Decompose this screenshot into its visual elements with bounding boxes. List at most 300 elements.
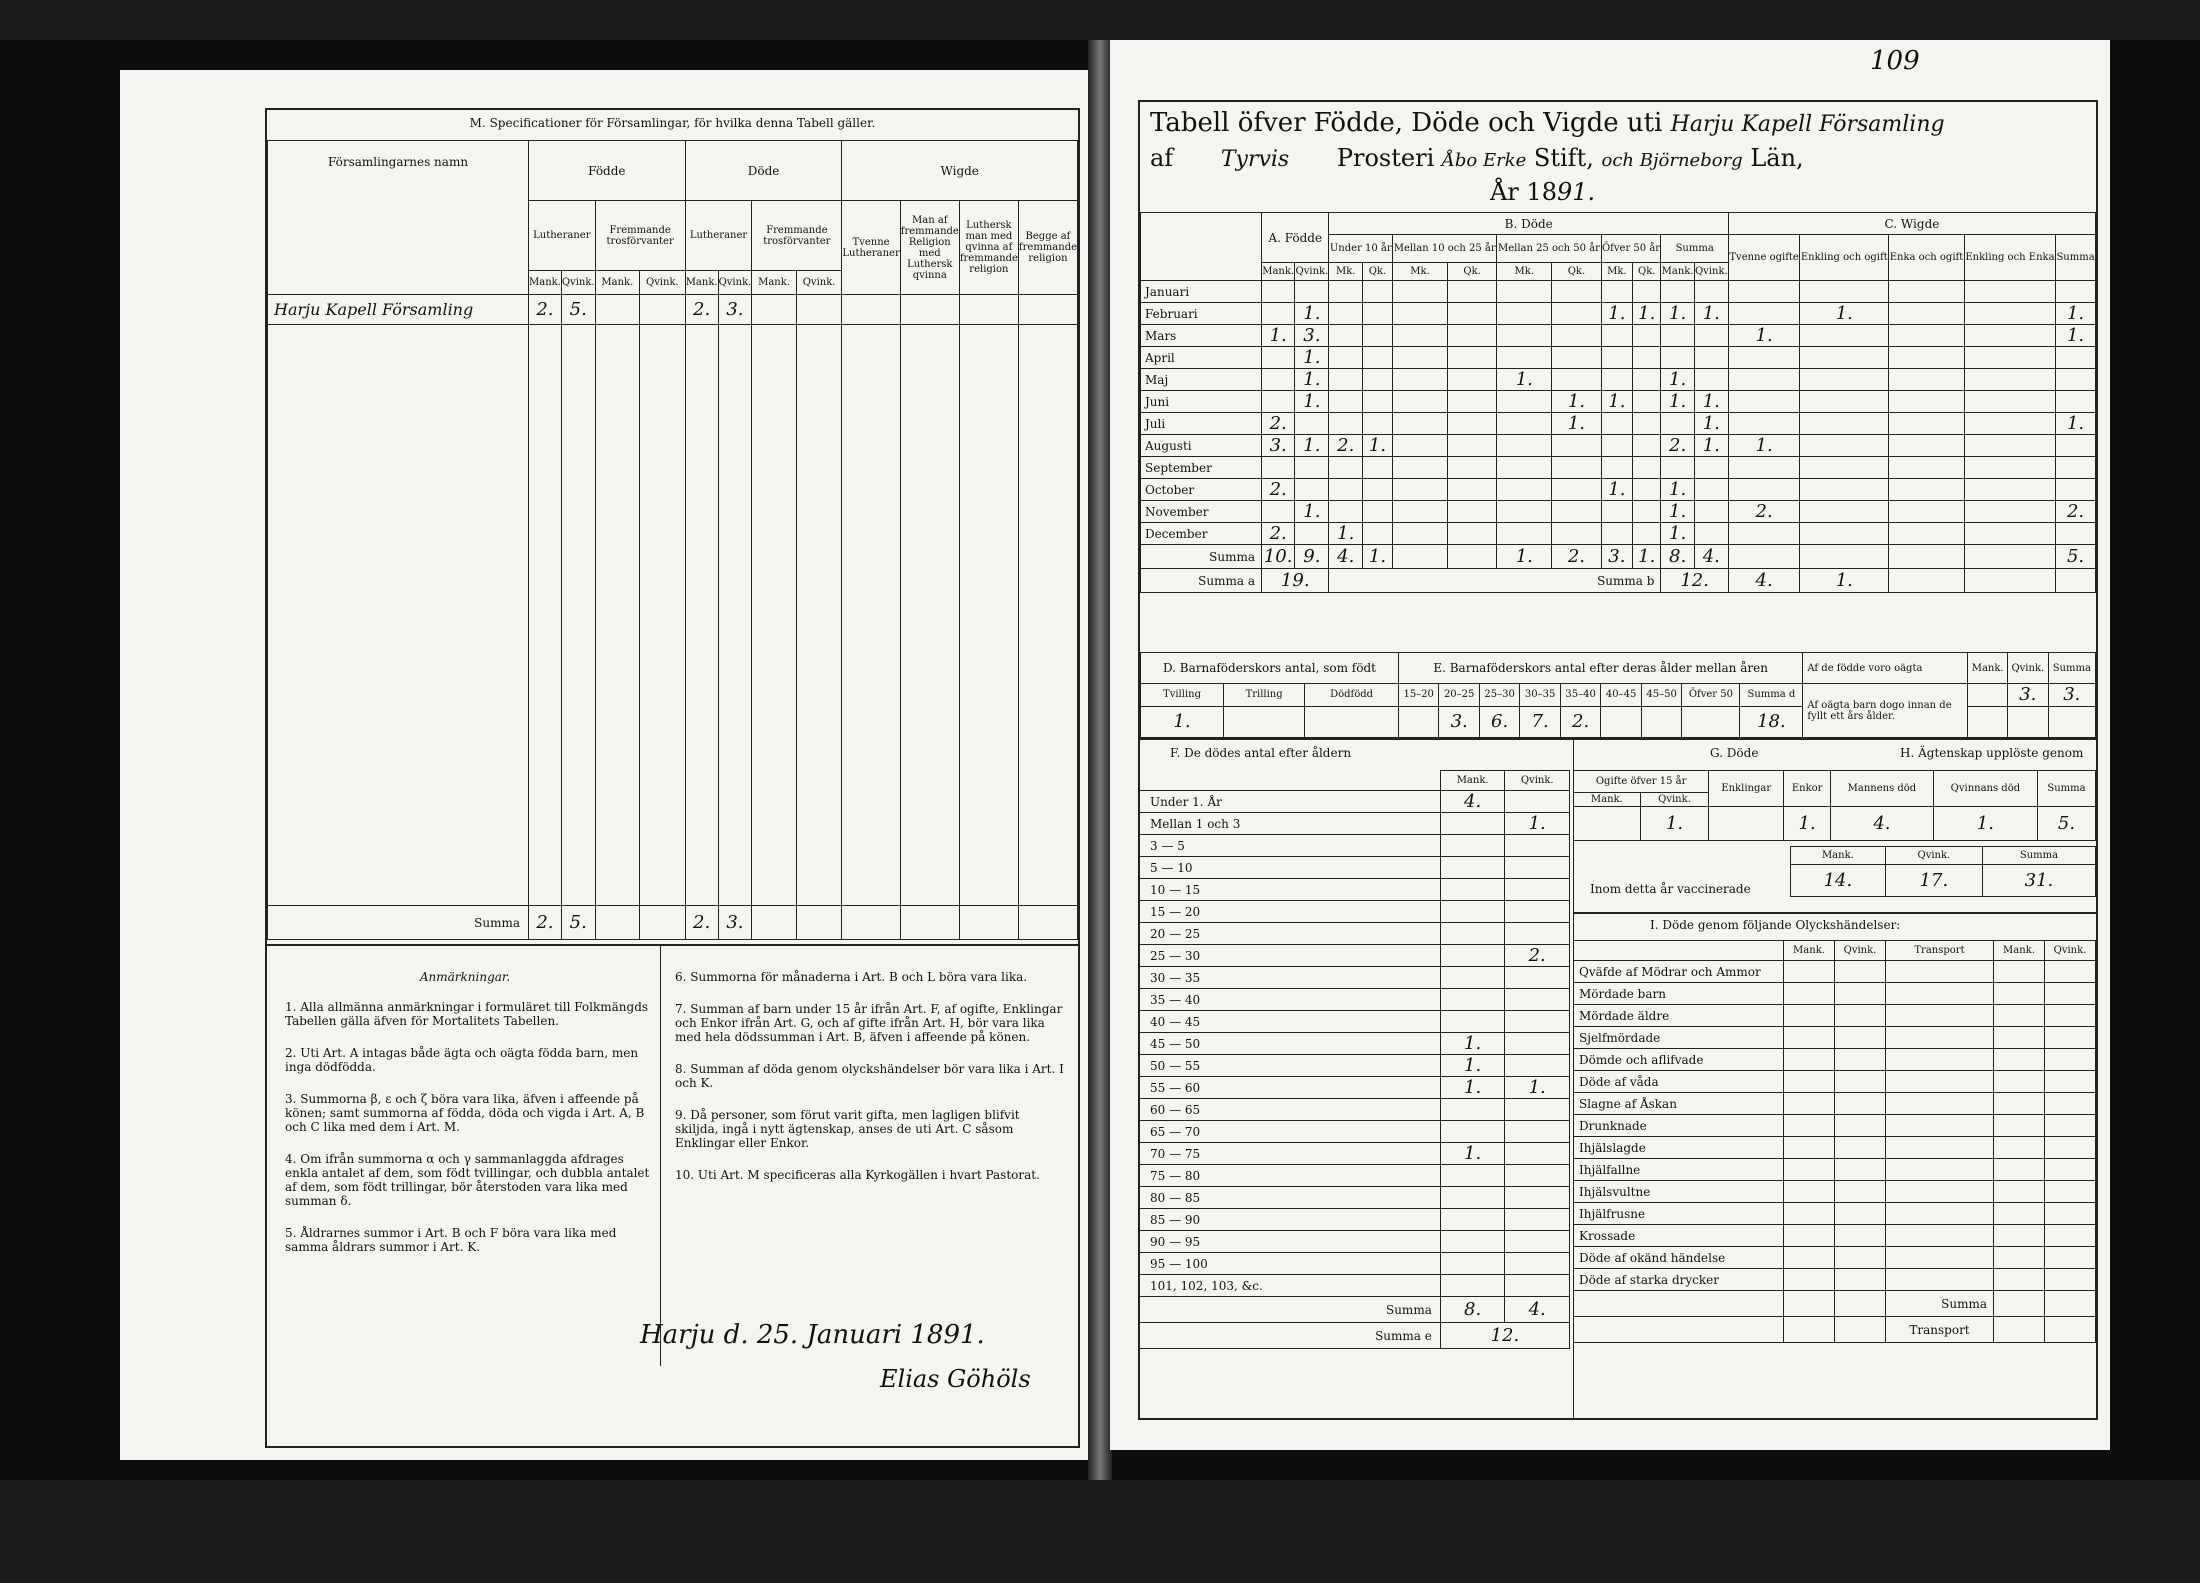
b-cell	[1661, 281, 1694, 303]
b-cell	[1393, 391, 1448, 413]
c-cell	[2056, 369, 2096, 391]
vacc-val: 17.	[1885, 865, 1982, 897]
f-age-label: 10 — 15	[1140, 879, 1440, 901]
divider	[660, 946, 661, 1366]
f-age-row	[1140, 879, 1570, 901]
b-cell	[1447, 369, 1496, 391]
c-cell	[1728, 523, 1799, 545]
b-qk: Qk.	[1633, 263, 1661, 281]
b-cell	[1497, 435, 1552, 457]
a-cell	[1262, 303, 1295, 325]
month-name: Januari	[1141, 281, 1262, 303]
f-age-mank	[1440, 1121, 1505, 1143]
b-cell	[1694, 281, 1728, 303]
b-cell	[1362, 281, 1392, 303]
summa-b-value: 12.	[1661, 569, 1728, 593]
sub-man-fremm: Man af fremmande Religion med Luthersk qvinna	[900, 201, 959, 295]
accident-label: Döde af okänd händelse	[1573, 1247, 1784, 1269]
f-age-qvink	[1505, 1143, 1570, 1165]
b-cell: 1.	[1661, 479, 1694, 501]
accident-row	[1573, 1269, 2096, 1291]
section-m-table	[267, 140, 1078, 940]
parish-name: Harju Kapell Församling	[268, 295, 529, 325]
a-cell: 2.	[1262, 523, 1295, 545]
month-name: December	[1141, 523, 1262, 545]
f-age-label: 55 — 60	[1140, 1077, 1440, 1099]
b-cell	[1694, 325, 1728, 347]
f-age-row	[1140, 1121, 1570, 1143]
parish-hand: Harju Kapell Församling	[1670, 112, 1945, 137]
g-qvink: Qvink.	[1640, 793, 1708, 807]
b-cell: 2.	[1661, 435, 1694, 457]
b-cell	[1694, 523, 1728, 545]
page-number: 109	[1870, 46, 1920, 76]
a-cell	[1295, 479, 1329, 501]
hdr-mank: Mank.	[752, 271, 796, 295]
c-cell	[1800, 347, 1889, 369]
sec-f-header: F. De dödes antal efter åldern	[1170, 746, 1352, 760]
b-cell: 1.	[1633, 303, 1661, 325]
b-cell	[1633, 501, 1661, 523]
b-cell	[1447, 523, 1496, 545]
c-tvenne: Tvenne ogifte	[1728, 235, 1799, 281]
sub-lutheraner: Lutheraner	[529, 201, 596, 271]
b-cell: 1.	[1661, 369, 1694, 391]
note-7: 7. Summan af barn under 15 år ifrån Art. F, af ogifte, Enklingar och Enkor ifrån Art. G, och af gifte ifrån Art. H, bör vara lika med hela dödssumman i Art. B, äfven i affeende på könen.	[675, 1002, 1063, 1044]
f-age-mank: 4.	[1440, 791, 1505, 813]
vacc-label: Inom detta år vaccinerade	[1590, 882, 1751, 896]
hdr-mank: Mank.	[595, 271, 639, 295]
b-under: Under 10 år	[1329, 235, 1393, 263]
b-cell	[1393, 523, 1448, 545]
b-cell: 1.	[1694, 435, 1728, 457]
b-cell	[1633, 479, 1661, 501]
f-age-mank	[1440, 989, 1505, 1011]
c-cell	[1964, 347, 2055, 369]
a-qvink: Qvink.	[1295, 263, 1329, 281]
c-cell	[1800, 413, 1889, 435]
accident-label: Slagne af Åskan	[1573, 1093, 1784, 1115]
f-age-label: 65 — 70	[1140, 1121, 1440, 1143]
b-cell	[1393, 457, 1448, 479]
accident-label: Döde af starka drycker	[1573, 1269, 1784, 1291]
month-row	[1141, 479, 2096, 501]
sub-lutheraner-dode: Lutheraner	[685, 201, 752, 271]
f-age-label: Under 1. År	[1140, 791, 1440, 813]
i-qvink: Qvink.	[1835, 941, 1886, 961]
oagta-mank: Mank.	[1968, 653, 2008, 684]
b-cell	[1447, 281, 1496, 303]
b-cell	[1633, 457, 1661, 479]
b-cell	[1362, 347, 1392, 369]
c-cell	[1800, 369, 1889, 391]
f-age-label: 101, 102, 103, &c.	[1140, 1275, 1440, 1297]
f-age-qvink	[1505, 1055, 1570, 1077]
c-cell	[1889, 413, 1965, 435]
c-cell	[1728, 369, 1799, 391]
accident-label: Qväfde af Mödrar och Ammor	[1573, 961, 1784, 983]
b-cell	[1497, 457, 1552, 479]
month-name: Februari	[1141, 303, 1262, 325]
g-mank: Mank.	[1574, 793, 1641, 807]
b-mk: Mk.	[1497, 263, 1552, 281]
e-col: 45–50	[1641, 684, 1681, 707]
h-summa: Summa	[2037, 771, 2095, 807]
f-summa-mank: 8.	[1440, 1297, 1505, 1323]
a-cell: 1.	[1295, 303, 1329, 325]
f-age-mank	[1440, 1187, 1505, 1209]
hdr-qvink: Qvink.	[718, 271, 752, 295]
c-cell	[1964, 523, 2055, 545]
abc-summa-totals-row	[1141, 569, 2096, 593]
month-row	[1141, 413, 2096, 435]
f-age-mank	[1440, 857, 1505, 879]
accident-row	[1573, 1137, 2096, 1159]
f-age-qvink	[1505, 967, 1570, 989]
b-cell	[1601, 281, 1632, 303]
e-col: 35–40	[1560, 684, 1600, 707]
accident-label: Mördade äldre	[1573, 1005, 1784, 1027]
prosteri-hand: Tyrvis	[1220, 147, 1290, 172]
oagta-val-qvink: 3.	[2008, 684, 2049, 707]
b-cell	[1552, 457, 1601, 479]
b-cell	[1497, 303, 1552, 325]
c-enkling-enka: Enkling och Enka	[1964, 235, 2055, 281]
month-row	[1141, 325, 2096, 347]
parish-row	[268, 295, 1078, 325]
b-cell	[1552, 435, 1601, 457]
g-enkor: Enkor	[1784, 771, 1831, 807]
title-line-2	[1150, 144, 2090, 172]
oagta-label-1: Af de födde voro oägta	[1803, 653, 1968, 684]
f-age-row	[1140, 1275, 1570, 1297]
summa-b-cell: 2.	[1552, 545, 1601, 569]
b-cell	[1393, 369, 1448, 391]
col-vigde: Wigde	[842, 141, 1078, 201]
sub-luth-man: Luthersk man med qvinna af fremmande religion	[959, 201, 1018, 295]
f-age-qvink	[1505, 1011, 1570, 1033]
f-age-label: 15 — 20	[1140, 901, 1440, 923]
c-cell	[1800, 501, 1889, 523]
col-dode: Döde	[685, 141, 842, 201]
hdr-qvink: Qvink.	[640, 271, 686, 295]
col-fodde: Födde	[529, 141, 686, 201]
b-cell: 1.	[1601, 303, 1632, 325]
c-cell: 2.	[2056, 501, 2096, 523]
c-cell	[1889, 281, 1965, 303]
b-cell	[1633, 325, 1661, 347]
b-cell	[1552, 523, 1601, 545]
note-9: 9. Då personer, som förut varit gifta, men lagligen blifvit skiljda, ingå i nytt ägtenskap, anses de uti Art. C såsom Enklingar eller Enkor.	[675, 1108, 1020, 1150]
f-age-label: 80 — 85	[1140, 1187, 1440, 1209]
c-cell	[1889, 369, 1965, 391]
accident-row	[1573, 1027, 2096, 1049]
hdr-qvink: Qvink.	[561, 271, 595, 295]
summa-a-qvink: 9.	[1295, 545, 1329, 569]
vacc-val: 31.	[1982, 865, 2095, 897]
accident-label: Mördade barn	[1573, 983, 1784, 1005]
summa-v5: 2.	[685, 906, 718, 940]
f-age-label: 75 — 80	[1140, 1165, 1440, 1187]
c-cell	[1800, 457, 1889, 479]
f-age-mank	[1440, 1165, 1505, 1187]
b-cell	[1497, 479, 1552, 501]
sec-c-header: C. Wigde	[1728, 213, 2095, 235]
f-age-row	[1140, 835, 1570, 857]
accident-row	[1573, 983, 2096, 1005]
b-cell	[1329, 281, 1362, 303]
b-cell	[1661, 347, 1694, 369]
month-name: October	[1141, 479, 1262, 501]
abc-summa-label: Summa	[1141, 545, 1262, 569]
month-name: Mars	[1141, 325, 1262, 347]
sec-b-header: B. Döde	[1329, 213, 1728, 235]
oagta-val-mank	[1968, 684, 2008, 707]
sub-fremmande-dode: Fremmande trosförvanter	[752, 201, 842, 271]
f-age-qvink	[1505, 1033, 1570, 1055]
f-age-mank	[1440, 1231, 1505, 1253]
i-summa-label: Summa	[1886, 1291, 1994, 1317]
b-cell	[1601, 435, 1632, 457]
note-4: 4. Om ifrån summorna α och γ sammanlaggda afdrages enkla antalet af dem, som födt tvillingar, och dubbla antalet af dem, som födt trillingar, bör återstoden vara lika med summan δ.	[285, 1152, 650, 1208]
b-cell	[1633, 523, 1661, 545]
f-age-row	[1140, 1077, 1570, 1099]
hdr-qvink: Qvink.	[796, 271, 842, 295]
c-cell	[2056, 281, 2096, 303]
c-cell	[2056, 391, 2096, 413]
f-age-qvink	[1505, 879, 1570, 901]
accident-label: Dömde och aflifvade	[1573, 1049, 1784, 1071]
month-name: September	[1141, 457, 1262, 479]
f-age-row	[1140, 1143, 1570, 1165]
accident-row	[1573, 1181, 2096, 1203]
c-cell	[1800, 479, 1889, 501]
accident-label: Ihjälslagde	[1573, 1137, 1784, 1159]
b-cell	[1497, 523, 1552, 545]
b-cell: 1.	[1362, 435, 1392, 457]
b-cell: 1.	[1694, 391, 1728, 413]
c-total-2: 1.	[1800, 569, 1889, 593]
accident-row	[1573, 1247, 2096, 1269]
summa-v6: 3.	[718, 906, 752, 940]
f-age-label: 20 — 25	[1140, 923, 1440, 945]
c-cell	[1964, 303, 2055, 325]
f-age-row	[1140, 813, 1570, 835]
b-qk: Qk.	[1447, 263, 1496, 281]
b-cell	[1497, 347, 1552, 369]
c-cell: 1.	[2056, 325, 2096, 347]
accident-label: Ihjälsvultne	[1573, 1181, 1784, 1203]
c-cell: 1.	[1728, 325, 1799, 347]
f-age-qvink	[1505, 1165, 1570, 1187]
month-name: April	[1141, 347, 1262, 369]
f-age-mank	[1440, 1209, 1505, 1231]
c-cell: 1.	[2056, 303, 2096, 325]
f-age-mank: 1.	[1440, 1055, 1505, 1077]
accident-row	[1573, 1093, 2096, 1115]
b-cell	[1362, 523, 1392, 545]
vacc-val: 14.	[1791, 865, 1886, 897]
a-cell	[1262, 347, 1295, 369]
sub-tvenne: Tvenne Lutheraner	[842, 201, 900, 295]
b-cell	[1601, 369, 1632, 391]
month-row	[1141, 457, 2096, 479]
b-cell	[1362, 303, 1392, 325]
c-cell: 1.	[2056, 413, 2096, 435]
b-mk: Mk.	[1601, 263, 1632, 281]
b-cell	[1633, 413, 1661, 435]
f-age-label: 5 — 10	[1140, 857, 1440, 879]
e-val: 7.	[1520, 706, 1560, 737]
title-prosteri: Prosteri	[1336, 144, 1435, 172]
b-qk: Qk.	[1362, 263, 1392, 281]
c-cell	[1889, 457, 1965, 479]
b-cell: 1.	[1694, 413, 1728, 435]
c-cell	[2056, 435, 2096, 457]
c-cell	[1728, 413, 1799, 435]
f-age-row	[1140, 1187, 1570, 1209]
fodde-luth-qvink: 5.	[561, 295, 595, 325]
c-cell	[1889, 479, 1965, 501]
accident-label: Ihjälfallne	[1573, 1159, 1784, 1181]
f-age-row	[1140, 1231, 1570, 1253]
section-m-title: M. Specificationer för Församlingar, för hvilka denna Tabell gäller.	[469, 116, 876, 130]
b-cell	[1694, 479, 1728, 501]
oagta-summa: Summa	[2048, 653, 2095, 684]
f-age-label: 90 — 95	[1140, 1231, 1440, 1253]
title-ar: År 18	[1490, 178, 1557, 206]
b-cell: 1.	[1329, 523, 1362, 545]
b-cell	[1601, 457, 1632, 479]
b-cell: 2.	[1329, 435, 1362, 457]
c-cell	[1964, 501, 2055, 523]
month-row	[1141, 435, 2096, 457]
d-val: 1.	[1141, 706, 1224, 737]
c-cell	[1728, 281, 1799, 303]
c-cell	[1728, 479, 1799, 501]
f-age-mank	[1440, 1099, 1505, 1121]
c-cell	[1889, 435, 1965, 457]
b-cell	[1633, 435, 1661, 457]
left-page	[120, 70, 1090, 1460]
a-cell: 1.	[1295, 369, 1329, 391]
b-cell	[1552, 501, 1601, 523]
month-row	[1141, 281, 2096, 303]
notes-right-col	[675, 970, 1065, 1200]
e-val: 3.	[1439, 706, 1479, 737]
summa-b-cell	[1393, 545, 1448, 569]
b-cell	[1393, 303, 1448, 325]
e-val: 6.	[1479, 706, 1519, 737]
b-cell	[1447, 501, 1496, 523]
f-age-row	[1140, 989, 1570, 1011]
b-summa: Summa	[1661, 235, 1728, 263]
c-cell	[1728, 457, 1799, 479]
b-cell	[1601, 413, 1632, 435]
b-cell	[1447, 391, 1496, 413]
accident-row	[1573, 1071, 2096, 1093]
f-age-row	[1140, 923, 1570, 945]
table-de	[1140, 652, 2096, 738]
b-cell	[1393, 479, 1448, 501]
c-total-1: 4.	[1728, 569, 1799, 593]
f-age-row	[1140, 1209, 1570, 1231]
b-cell	[1552, 369, 1601, 391]
right-page	[1110, 40, 2110, 1450]
f-summa-label: Summa	[1140, 1297, 1440, 1323]
accident-row	[1573, 1115, 2096, 1137]
i-qvink-2: Qvink.	[2045, 941, 2096, 961]
c-cell	[1728, 303, 1799, 325]
note-2: 2. Uti Art. A intagas både ägta och oägta födda barn, men inga dödfödda.	[285, 1046, 639, 1074]
b-cell	[1393, 501, 1448, 523]
b-cell: 1.	[1661, 501, 1694, 523]
f-age-mank: 1.	[1440, 1077, 1505, 1099]
g-val: 1.	[1640, 807, 1708, 841]
summa-e-value: 12.	[1440, 1323, 1569, 1349]
accident-row	[1573, 1225, 2096, 1247]
f-age-label: 85 — 90	[1140, 1209, 1440, 1231]
summa-b-cell: 3.	[1601, 545, 1632, 569]
b-cell	[1393, 325, 1448, 347]
b-cell	[1447, 303, 1496, 325]
b-cell	[1362, 413, 1392, 435]
c-cell	[1889, 325, 1965, 347]
f-age-label: 35 — 40	[1140, 989, 1440, 1011]
note-1: 1. Alla allmänna anmärkningar i formuläret till Folkmängds Tabellen gälla äfven för Mortalitets Tabellen.	[285, 1000, 649, 1028]
sec-d-header: D. Barnaföderskors antal, som födt	[1141, 653, 1399, 684]
month-name: Juni	[1141, 391, 1262, 413]
b-cell	[1633, 391, 1661, 413]
vacc-summa: Summa	[1982, 847, 2095, 865]
f-age-row	[1140, 1099, 1570, 1121]
f-age-qvink: 1.	[1505, 813, 1570, 835]
summa-a-label: Summa a	[1141, 569, 1262, 593]
dode-luth-mank: 2.	[685, 295, 718, 325]
a-cell: 1.	[1295, 391, 1329, 413]
title-year	[1490, 178, 1595, 206]
b-cell	[1447, 325, 1496, 347]
b-cell	[1694, 501, 1728, 523]
b-cell	[1329, 501, 1362, 523]
a-cell	[1262, 457, 1295, 479]
b-cell	[1329, 479, 1362, 501]
a-cell	[1262, 501, 1295, 523]
f-age-qvink	[1505, 1121, 1570, 1143]
f-age-label: 70 — 75	[1140, 1143, 1440, 1165]
notes-heading: Anmärkningar.	[419, 970, 511, 984]
month-name: Augusti	[1141, 435, 1262, 457]
month-name: Maj	[1141, 369, 1262, 391]
b-mk: Mk.	[1329, 263, 1362, 281]
divider	[267, 944, 1078, 946]
b-qk: Qk.	[1552, 263, 1601, 281]
divider	[1573, 912, 2096, 914]
month-name: November	[1141, 501, 1262, 523]
f-age-row	[1140, 945, 1570, 967]
f-mank: Mank.	[1440, 771, 1505, 791]
b-cell	[1393, 347, 1448, 369]
summa-c-total: 5.	[2056, 545, 2096, 569]
a-cell	[1295, 523, 1329, 545]
e-val	[1682, 706, 1740, 737]
b-cell	[1447, 479, 1496, 501]
b-cell	[1447, 347, 1496, 369]
b-cell	[1393, 413, 1448, 435]
c-cell	[1964, 457, 2055, 479]
fodde-luth-mank: 2.	[529, 295, 562, 325]
b-cell	[1661, 413, 1694, 435]
